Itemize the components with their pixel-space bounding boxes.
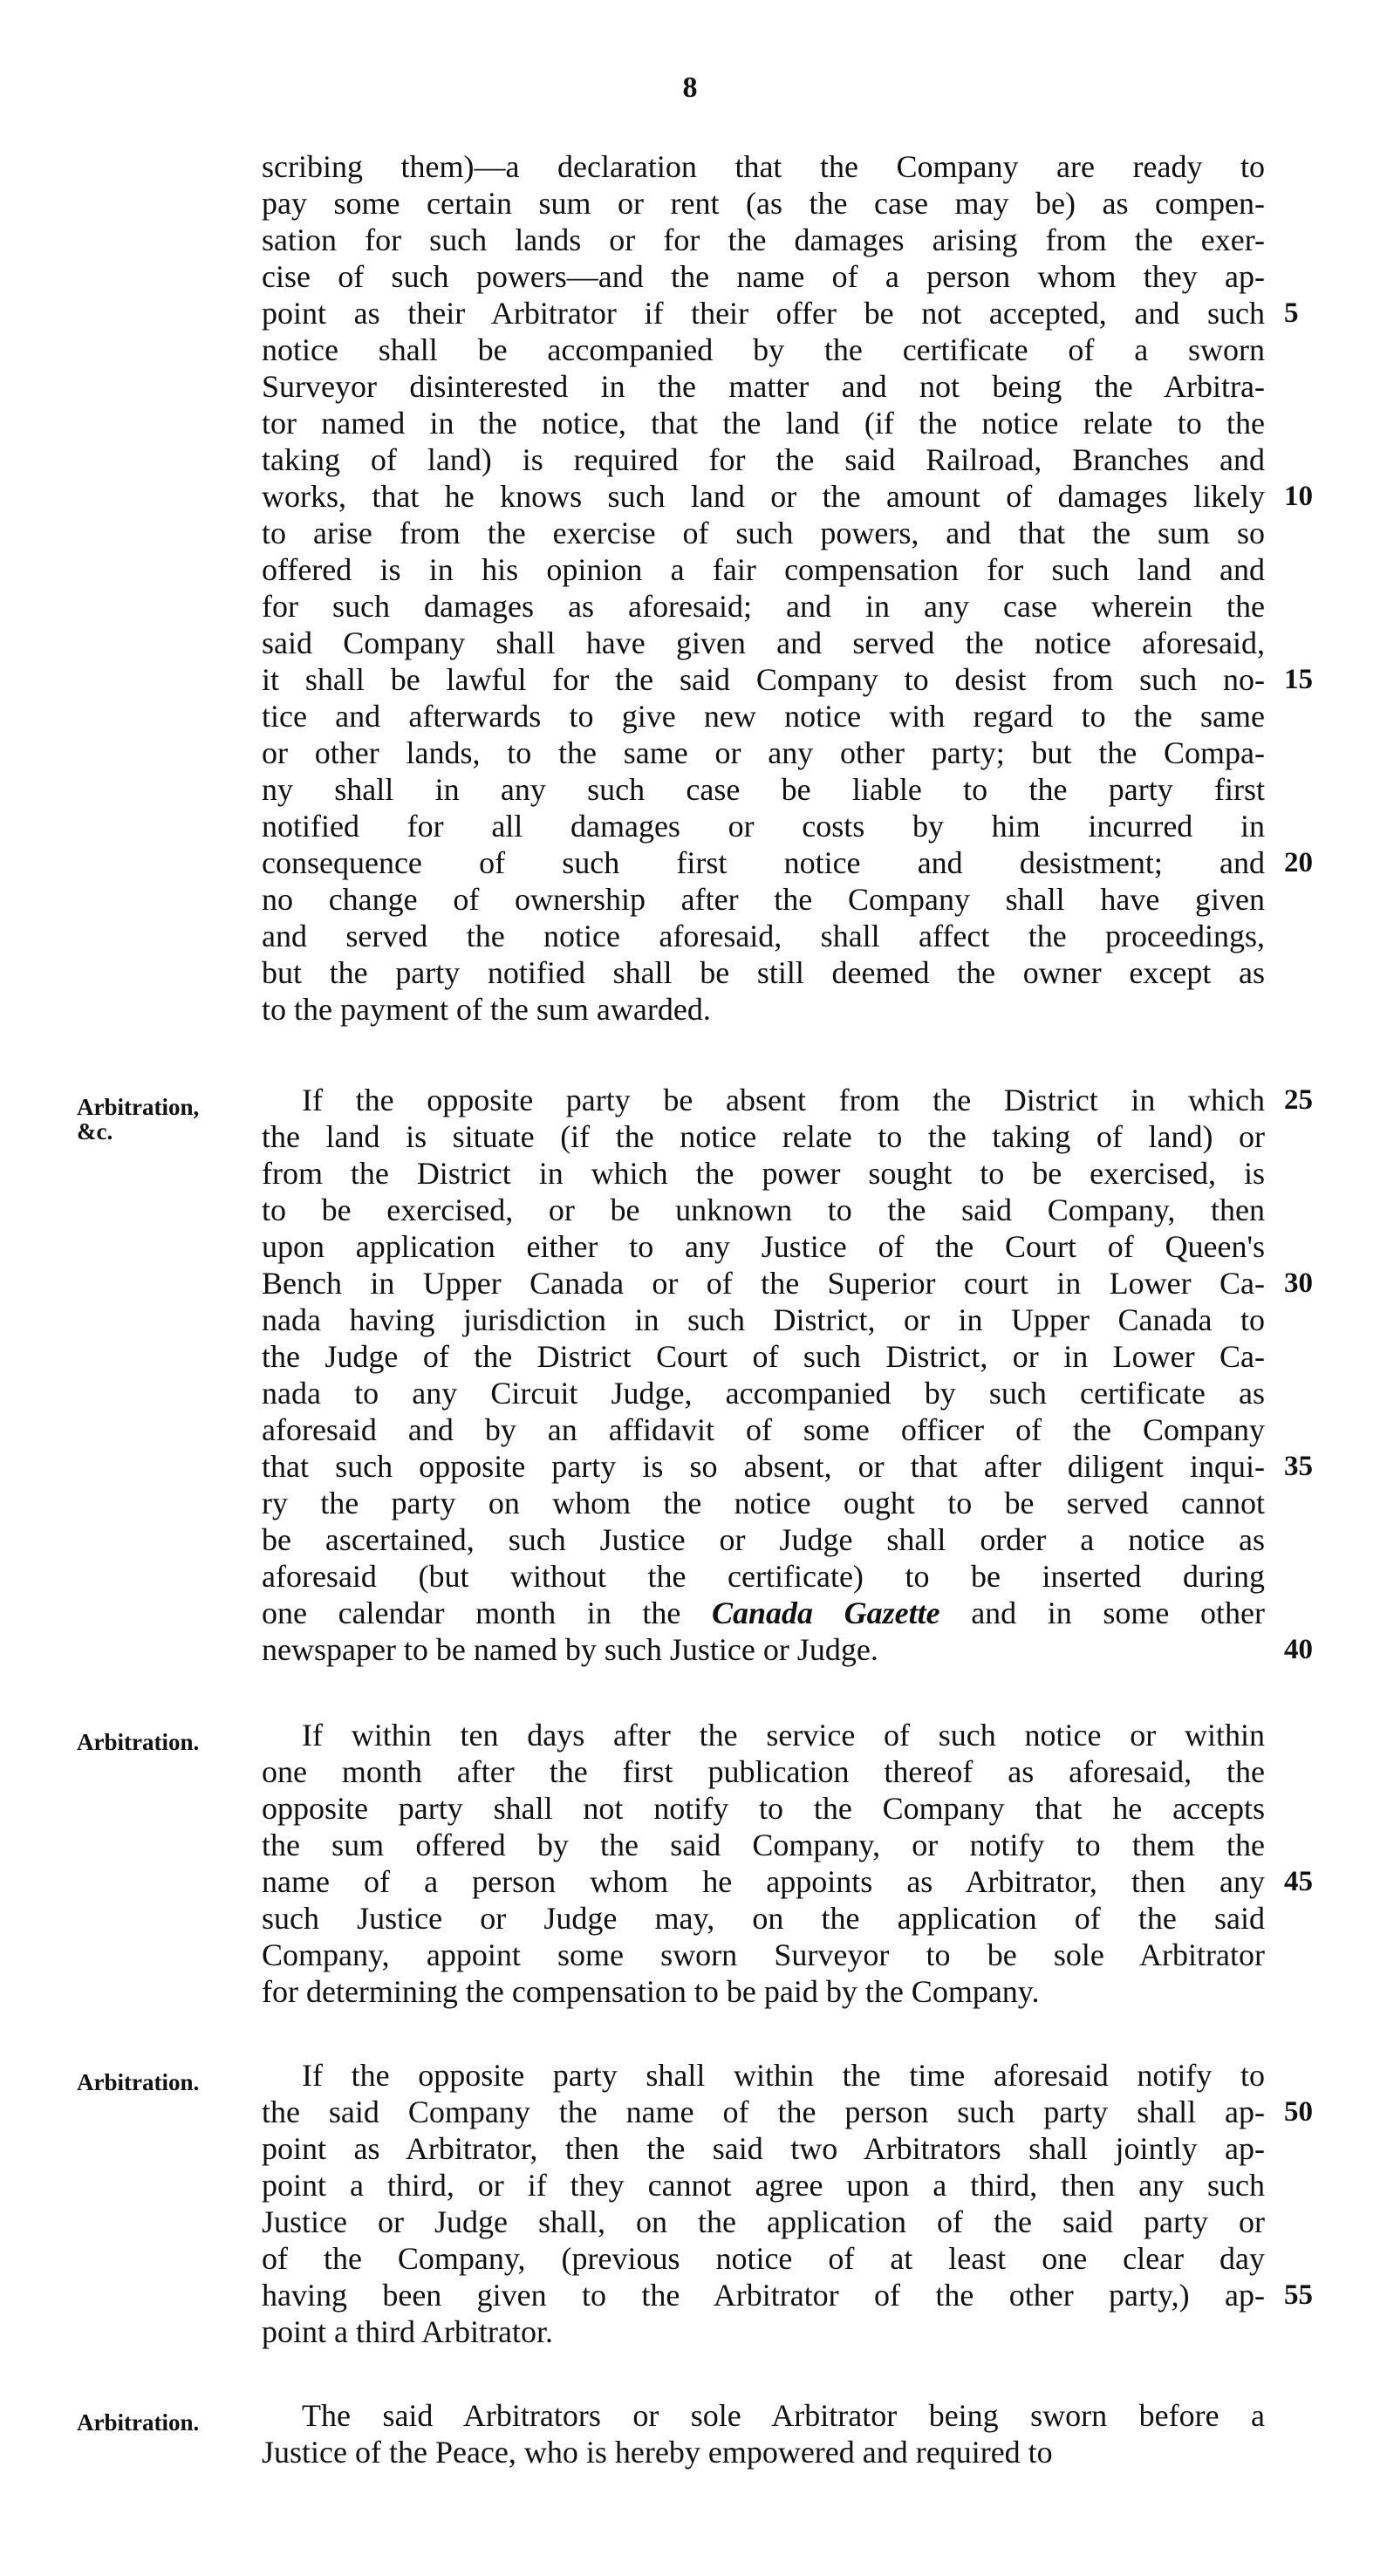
text-line: said Company shall have given and served the notice aforesaid, xyxy=(262,625,1265,660)
text-line: Bench in Upper Canada or of the Superior court in Lower Ca- xyxy=(262,1266,1265,1301)
text-line: point as Arbitrator, then the said two Arbitrators shall jointly ap- xyxy=(262,2131,1265,2166)
margin-note-arbitration-1: Arbitration, xyxy=(77,1094,200,1120)
text-line: be ascertained, such Justice or Judge shall order a notice as xyxy=(262,1522,1265,1557)
text-line: If the opposite party shall within the time aforesaid notify to xyxy=(302,2058,1265,2093)
text-line: notice shall be accompanied by the certificate of a sworn xyxy=(262,332,1265,367)
text-line: If the opposite party be absent from the District in which xyxy=(302,1083,1265,1117)
text-line: for determining the compensation to be paid by the Company. xyxy=(262,1974,1040,2009)
text-line: Justice or Judge shall, on the application of the said party or xyxy=(262,2204,1265,2239)
paragraph-1 xyxy=(262,148,1265,1028)
line-number-10: 10 xyxy=(1284,481,1313,512)
text-line: scribing them)—a declaration that the Company are ready to xyxy=(262,149,1265,184)
text-line: Justice of the Peace, who is hereby empowered and required to xyxy=(262,2435,1053,2470)
line-number-25: 25 xyxy=(1284,1084,1313,1116)
text-line: The said Arbitrators or sole Arbitrator being sworn before a xyxy=(302,2398,1265,2433)
text-line: works, that he knows such land or the amount of damages likely xyxy=(262,479,1265,514)
text-line xyxy=(262,1595,1265,1631)
text-line: having been given to the Arbitrator of the other party,) ap- xyxy=(262,2278,1265,2313)
text-line: such Justice or Judge may, on the application of the said xyxy=(262,1901,1265,1936)
text-line: but the party notified shall be still deemed the owner except as xyxy=(262,955,1265,990)
text-line: tor named in the notice, that the land (if the notice relate to the xyxy=(262,406,1265,441)
margin-note-arbitration-2: Arbitration. xyxy=(77,1729,200,1755)
line-number-15: 15 xyxy=(1284,664,1313,695)
text-fragment: one calendar month in the xyxy=(262,1595,712,1630)
line-number-30: 30 xyxy=(1284,1268,1313,1299)
line-number-40: 40 xyxy=(1284,1634,1313,1665)
text-line: offered is in his opinion a fair compensation for such land and xyxy=(262,552,1265,587)
text-line: cise of such powers—and the name of a person whom they ap- xyxy=(262,259,1265,294)
paragraph-5 xyxy=(262,2397,1265,2470)
paragraph-2 xyxy=(262,1082,1265,1668)
text-line: name of a person whom he appoints as Arbitrator, then any xyxy=(262,1864,1265,1899)
text-line: no change of ownership after the Company shall have given xyxy=(262,882,1265,917)
italic-title: Canada Gazette xyxy=(711,1595,940,1630)
text-line: for such damages as aforesaid; and in any case wherein the xyxy=(262,589,1265,624)
text-line: upon application either to any Justice of the Court of Queen's xyxy=(262,1229,1265,1264)
line-number-20: 20 xyxy=(1284,847,1313,878)
text-fragment: and in some other xyxy=(939,1595,1265,1630)
text-line: the land is situate (if the notice relate to the taking of land) or xyxy=(262,1119,1265,1154)
text-line: to be exercised, or be unknown to the said Company, then xyxy=(262,1192,1265,1227)
text-line: ny shall in any such case be liable to the party first xyxy=(262,772,1265,807)
margin-note-arbitration-4: Arbitration. xyxy=(77,2409,200,2436)
text-line: point a third, or if they cannot agree upon a third, then any such xyxy=(262,2168,1265,2203)
text-line: ry the party on whom the notice ought to be served cannot xyxy=(262,1486,1265,1520)
text-line: opposite party shall not notify to the Company that he accepts xyxy=(262,1791,1265,1826)
text-line: aforesaid and by an affidavit of some officer of the Company xyxy=(262,1412,1265,1447)
text-line: it shall be lawful for the said Company to desist from such no- xyxy=(262,662,1265,697)
text-line: from the District in which the power sought to be exercised, is xyxy=(262,1156,1265,1191)
text-line: point as their Arbitrator if their offer be not accepted, and such xyxy=(262,296,1265,331)
text-line: and served the notice aforesaid, shall affect the proceedings, xyxy=(262,919,1265,953)
paragraph-3 xyxy=(262,1717,1265,2010)
text-line: tice and afterwards to give new notice with regard to the same xyxy=(262,699,1265,734)
text-line: to arise from the exercise of such powers, and that the sum so xyxy=(262,516,1265,550)
text-line: taking of land) is required for the said Railroad, Branches and xyxy=(262,442,1265,477)
text-line: aforesaid (but without the certificate) to be inserted during xyxy=(262,1559,1265,1594)
line-number-5: 5 xyxy=(1284,297,1299,329)
text-line: Surveyor disinterested in the matter and not being the Arbitra- xyxy=(262,369,1265,404)
text-line: the Judge of the District Court of such District, or in Lower Ca- xyxy=(262,1339,1265,1374)
text-line: the said Company the name of the person such party shall ap- xyxy=(262,2094,1265,2129)
line-number-35: 35 xyxy=(1284,1451,1313,1482)
page-number: 8 xyxy=(682,72,698,104)
line-number-45: 45 xyxy=(1284,1866,1313,1897)
text-line: sation for such lands or for the damages arising from the exer- xyxy=(262,222,1265,257)
text-line: pay some certain sum or rent (as the case may be) as compen- xyxy=(262,186,1265,221)
text-line: notified for all damages or costs by him incurred in xyxy=(262,809,1265,844)
text-line: nada to any Circuit Judge, accompanied by such certificate as xyxy=(262,1376,1265,1411)
line-number-55: 55 xyxy=(1284,2279,1313,2311)
text-line: that such opposite party is so absent, or that after diligent inqui- xyxy=(262,1449,1265,1484)
text-line: newspaper to be named by such Justice or Judge. xyxy=(262,1632,878,1667)
text-line: or other lands, to the same or any other party; but the Compa- xyxy=(262,735,1265,770)
text-line: of the Company, (previous notice of at least one clear day xyxy=(262,2241,1265,2276)
text-line: nada having jurisdiction in such District, or in Upper Canada to xyxy=(262,1302,1265,1337)
line-number-50: 50 xyxy=(1284,2096,1313,2128)
text-line: to the payment of the sum awarded. xyxy=(262,992,711,1027)
margin-note-arbitration-3: Arbitration. xyxy=(77,2069,200,2095)
margin-note-etc: &c. xyxy=(77,1118,113,1145)
paragraph-4 xyxy=(262,2057,1265,2350)
text-line: the sum offered by the said Company, or notify to them the xyxy=(262,1828,1265,1862)
text-line: point a third Arbitrator. xyxy=(262,2314,553,2349)
text-line: If within ten days after the service of such notice or within xyxy=(302,1718,1265,1753)
text-line: one month after the first publication thereof as aforesaid, the xyxy=(262,1754,1265,1789)
text-line: consequence of such first notice and desistment; and xyxy=(262,845,1265,880)
text-line: Company, appoint some sworn Surveyor to be sole Arbitrator xyxy=(262,1937,1265,1972)
